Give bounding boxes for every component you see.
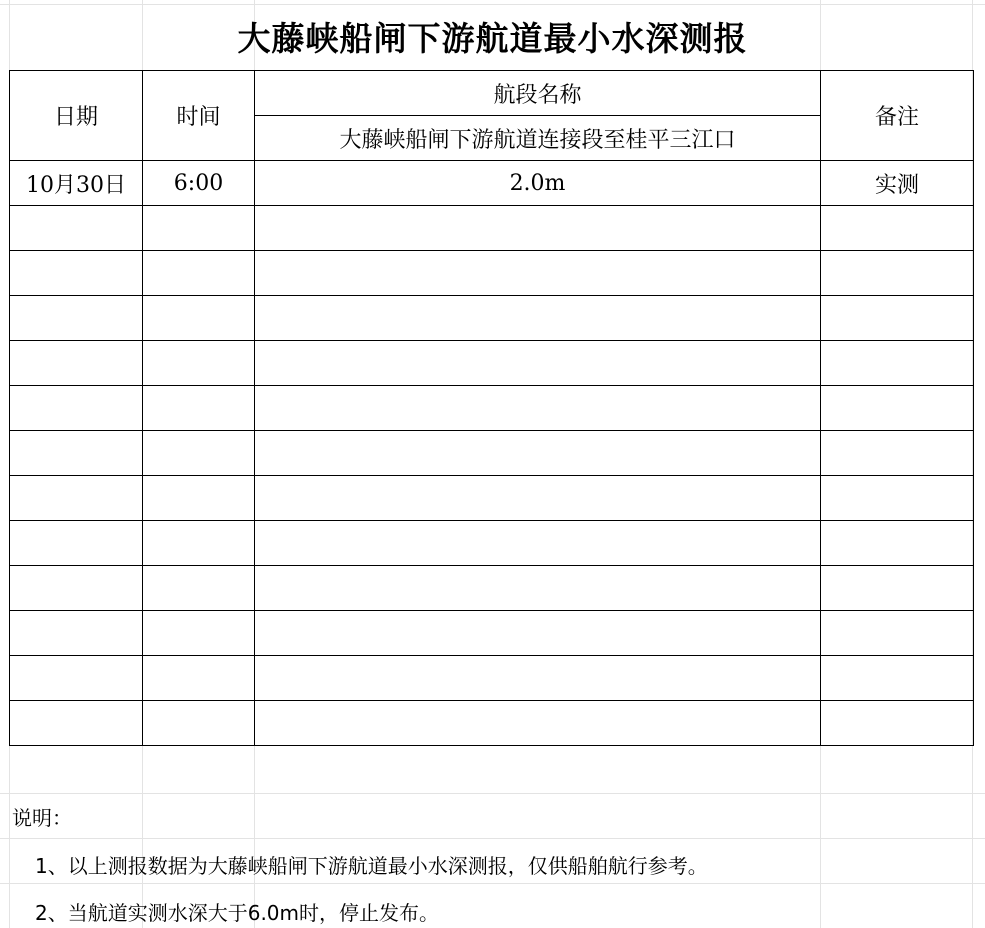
table-row xyxy=(10,206,974,251)
cell-date[interactable] xyxy=(10,476,143,521)
cell-date[interactable] xyxy=(10,701,143,746)
table-row xyxy=(10,431,974,476)
cell-depth[interactable] xyxy=(255,341,821,386)
cell-note[interactable] xyxy=(821,701,974,746)
cell-time[interactable] xyxy=(143,431,255,476)
header-note[interactable]: 备注 xyxy=(821,71,974,161)
cell-depth[interactable] xyxy=(255,431,821,476)
cell-time[interactable] xyxy=(143,611,255,656)
note-item: 1、以上测报数据为大藤峡船闸下游航道最小水深测报，仅供船舶航行参考。 xyxy=(35,854,708,878)
cell-date[interactable] xyxy=(10,521,143,566)
cell-depth[interactable]: 2.0m xyxy=(255,161,821,206)
cell-date[interactable] xyxy=(10,251,143,296)
cell-note[interactable] xyxy=(821,656,974,701)
cell-date[interactable] xyxy=(10,611,143,656)
table-row xyxy=(10,476,974,521)
table-row xyxy=(10,341,974,386)
page-title: 大藤峡船闸下游航道最小水深测报 xyxy=(237,18,748,58)
cell-depth[interactable] xyxy=(255,386,821,431)
cell-depth[interactable] xyxy=(255,656,821,701)
cell-depth[interactable] xyxy=(255,476,821,521)
cell-time[interactable] xyxy=(143,206,255,251)
cell-depth[interactable] xyxy=(255,206,821,251)
cell-time[interactable] xyxy=(143,386,255,431)
cell-date[interactable] xyxy=(10,431,143,476)
cell-note[interactable] xyxy=(821,386,974,431)
cell-note[interactable] xyxy=(821,341,974,386)
note-item: 2、当航道实测水深大于6.0m时，停止发布。 xyxy=(35,901,440,925)
cell-note[interactable] xyxy=(821,566,974,611)
table-row xyxy=(10,656,974,701)
depth-report-table xyxy=(9,70,974,746)
cell-time[interactable] xyxy=(143,701,255,746)
table-row xyxy=(10,566,974,611)
table-row xyxy=(10,386,974,431)
cell-note[interactable] xyxy=(821,296,974,341)
cell-depth[interactable] xyxy=(255,521,821,566)
header-segment[interactable]: 大藤峡船闸下游航道连接段至桂平三江口 xyxy=(255,116,821,161)
header-date[interactable]: 日期 xyxy=(10,71,143,161)
cell-note[interactable] xyxy=(821,206,974,251)
cell-depth[interactable] xyxy=(255,251,821,296)
table-row xyxy=(10,161,974,206)
cell-note[interactable] xyxy=(821,521,974,566)
cell-date[interactable]: 10月30日 xyxy=(10,161,143,206)
header-segment-group[interactable]: 航段名称 xyxy=(255,71,821,116)
cell-depth[interactable] xyxy=(255,566,821,611)
cell-date[interactable] xyxy=(10,206,143,251)
table-row xyxy=(10,251,974,296)
grid-line xyxy=(0,793,985,794)
cell-time[interactable] xyxy=(143,251,255,296)
cell-depth[interactable] xyxy=(255,611,821,656)
cell-date[interactable] xyxy=(10,656,143,701)
cell-date[interactable] xyxy=(10,341,143,386)
table-row xyxy=(10,296,974,341)
notes-label: 说明： xyxy=(12,806,72,830)
cell-time[interactable]: 6:00 xyxy=(143,161,255,206)
cell-date[interactable] xyxy=(10,566,143,611)
cell-note[interactable] xyxy=(821,611,974,656)
header-time[interactable]: 时间 xyxy=(143,71,255,161)
grid-line xyxy=(0,4,985,5)
table-row xyxy=(10,521,974,566)
cell-time[interactable] xyxy=(143,656,255,701)
grid-line xyxy=(0,838,985,839)
table-row xyxy=(10,701,974,746)
grid-line xyxy=(0,883,985,884)
cell-note[interactable] xyxy=(821,251,974,296)
cell-time[interactable] xyxy=(143,566,255,611)
cell-time[interactable] xyxy=(143,341,255,386)
table-row xyxy=(10,611,974,656)
cell-time[interactable] xyxy=(143,521,255,566)
cell-note[interactable] xyxy=(821,476,974,521)
cell-depth[interactable] xyxy=(255,701,821,746)
cell-time[interactable] xyxy=(143,476,255,521)
cell-note[interactable]: 实测 xyxy=(821,161,974,206)
cell-time[interactable] xyxy=(143,296,255,341)
cell-note[interactable] xyxy=(821,431,974,476)
cell-date[interactable] xyxy=(10,296,143,341)
cell-depth[interactable] xyxy=(255,296,821,341)
cell-date[interactable] xyxy=(10,386,143,431)
